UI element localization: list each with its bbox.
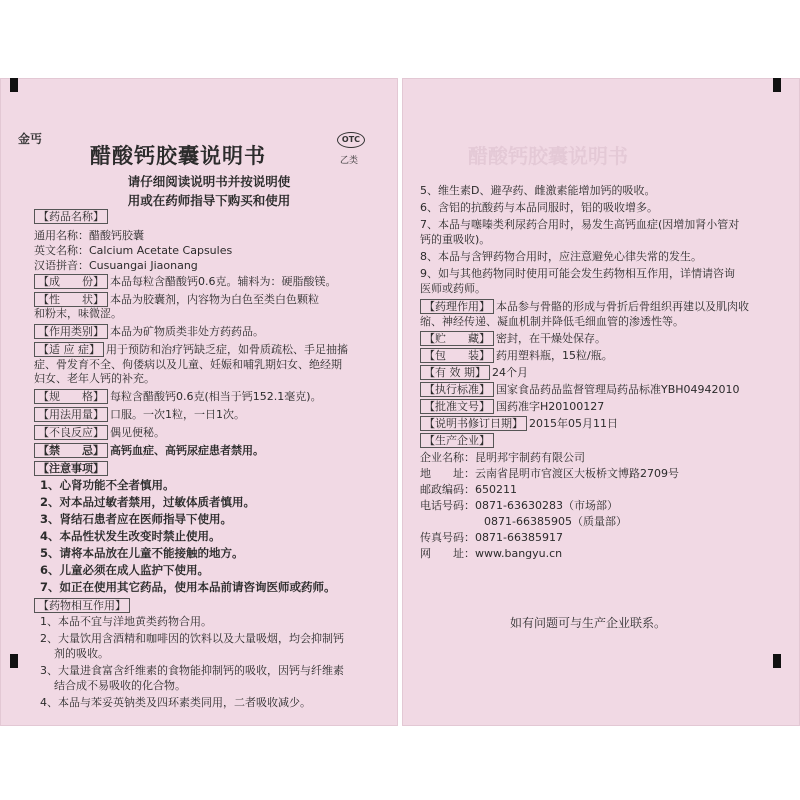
phone-quality: 0871-66385905（质量部） [484, 515, 627, 528]
category-text: 本品为矿物质类非处方药药品。 [110, 325, 264, 338]
contra-text: 高钙血症、高钙尿症患者禁用。 [110, 444, 264, 457]
composition-label: 【成 份】 [34, 274, 108, 289]
caution-item: 3、肾结石患者应在医师指导下使用。 [40, 512, 232, 526]
fax-number: 传真号码：0871-66385917 [420, 531, 563, 544]
pharm-text-cont: 缩、神经传递、凝血机制并降低毛细血管的渗透性等。 [420, 315, 684, 328]
warning-line-1: 请仔细阅读说明书并按说明使 [127, 174, 291, 189]
interaction-item: 9、如与其他药物同时使用可能会发生药物相互作用，详情请咨询 [420, 267, 735, 280]
show-through-title: 醋酸钙胶囊说明书 [468, 144, 628, 168]
cautions-label: 【注意事项】 [34, 461, 108, 476]
interaction-item-cont: 医师或药师。 [420, 282, 486, 295]
brand-logo-text: 金丐 [18, 132, 43, 146]
caution-item: 7、如正在使用其它药品，使用本品前请咨询医师或药师。 [40, 580, 336, 594]
corner-mark [10, 78, 18, 92]
interaction-item: 1、本品不宜与洋地黄类药物合用。 [40, 615, 212, 628]
caution-item: 4、本品性状发生改变时禁止使用。 [40, 529, 221, 543]
interaction-item: 4、本品与苯妥英钠类及四环素类同用，二者吸收减少。 [40, 696, 311, 709]
character-text: 本品为胶囊剂，内容物为白色至类白色颗粒 [110, 293, 319, 306]
revision-label: 【说明书修订日期】 [420, 416, 527, 431]
company-name: 企业名称：昆明邦宇制药有限公司 [420, 451, 585, 464]
interaction-item-cont: 剂的吸收。 [54, 647, 109, 660]
indication-text-cont: 症、骨发育不全、佝偻病以及儿童、妊娠和哺乳期妇女、绝经期 [34, 358, 342, 371]
spec-label: 【规 格】 [34, 389, 108, 404]
category-label: 【作用类别】 [34, 324, 108, 339]
corner-mark [773, 78, 781, 92]
interaction-item: 7、本品与噻嗪类利尿药合用时，易发生高钙血症(因增加肾小管对 [420, 218, 740, 231]
interaction-label: 【药物相互作用】 [34, 598, 130, 613]
corner-mark [773, 654, 781, 668]
storage-label: 【贮 藏】 [420, 331, 494, 346]
caution-item: 5、请将本品放在儿童不能接触的地方。 [40, 546, 244, 560]
interaction-item-cont: 结合成不易吸收的化合物。 [54, 679, 186, 692]
indication-text-cont: 妇女、老年人钙的补充。 [34, 372, 155, 385]
generic-name: 通用名称：醋酸钙胶囊 [34, 229, 144, 242]
validity-label: 【有 效 期】 [420, 365, 490, 380]
caution-item: 2、对本品过敏者禁用，过敏体质者慎用。 [40, 495, 255, 509]
composition-text: 本品每粒含醋酸钙0.6克。辅料为：硬脂酸镁。 [110, 275, 337, 288]
pharm-text: 本品参与骨骼的形成与骨折后骨组织再建以及肌肉收 [496, 300, 749, 313]
corner-mark [10, 654, 18, 668]
validity-text: 24个月 [492, 366, 528, 379]
caution-item: 1、心肾功能不全者慎用。 [40, 478, 175, 492]
interaction-item: 3、大量进食富含纤维素的食物能抑制钙的吸收，因钙与纤维素 [40, 664, 344, 677]
interaction-item-cont: 钙的重吸收)。 [420, 233, 491, 246]
package-label: 【包 装】 [420, 348, 494, 363]
interaction-item: 2、大量饮用含酒精和咖啡因的饮料以及大量吸烟，均会抑制钙 [40, 632, 344, 645]
indication-label: 【适 应 症】 [34, 342, 104, 357]
otc-category: 乙类 [340, 156, 359, 166]
pinyin-name: 汉语拼音：Cusuangai Jiaonang [34, 259, 198, 272]
character-text-cont: 和粉末，味微涩。 [34, 307, 122, 320]
page-title: 醋酸钙胶囊说明书 [90, 144, 266, 168]
postcode: 邮政编码：650211 [420, 483, 517, 496]
approval-text: 国药准字H20100127 [496, 400, 605, 413]
interaction-item: 6、含铝的抗酸药与本品同服时，铝的吸收增多。 [420, 201, 658, 214]
contra-label: 【禁 忌】 [34, 443, 108, 458]
package-text: 药用塑料瓶，15粒/瓶。 [496, 349, 613, 362]
otc-badge: OTC [337, 132, 365, 148]
warning-line-2: 用或在药师指导下购买和使用 [127, 193, 291, 208]
adverse-label: 【不良反应】 [34, 425, 108, 440]
interaction-item: 5、维生素D、避孕药、雌激素能增加钙的吸收。 [420, 184, 656, 197]
standard-label: 【执行标准】 [420, 382, 494, 397]
drug-name-label: 【药品名称】 [34, 209, 108, 224]
usage-text: 口服。一次1粒，一日1次。 [110, 408, 245, 421]
usage-label: 【用法用量】 [34, 407, 108, 422]
adverse-text: 偶见便秘。 [110, 426, 165, 439]
caution-item: 6、儿童必须在成人监护下使用。 [40, 563, 209, 577]
pharm-label: 【药理作用】 [420, 299, 494, 314]
company-address: 地 址：云南省昆明市官渡区大板桥文博路2709号 [420, 467, 679, 480]
english-name: 英文名称：Calcium Acetate Capsules [34, 244, 233, 257]
interaction-item: 8、本品与含钾药物合用时，应注意避免心律失常的发生。 [420, 250, 702, 263]
company-label: 【生产企业】 [420, 433, 494, 448]
website: 网 址：www.bangyu.cn [420, 547, 563, 560]
revision-text: 2015年05月11日 [529, 417, 618, 430]
approval-label: 【批准文号】 [420, 399, 494, 414]
spec-text: 每粒含醋酸钙0.6克(相当于钙152.1毫克)。 [110, 390, 322, 403]
contact-note: 如有问题可与生产企业联系。 [510, 616, 667, 630]
character-label: 【性 状】 [34, 292, 108, 307]
standard-text: 国家食品药品监督管理局药品标准YBH04942010 [496, 383, 740, 396]
indication-text: 用于预防和治疗钙缺乏症，如骨质疏松、手足抽搐 [106, 343, 348, 356]
storage-text: 密封，在干燥处保存。 [496, 332, 606, 345]
phone-marketing: 电话号码：0871-63630283（市场部） [420, 499, 618, 512]
